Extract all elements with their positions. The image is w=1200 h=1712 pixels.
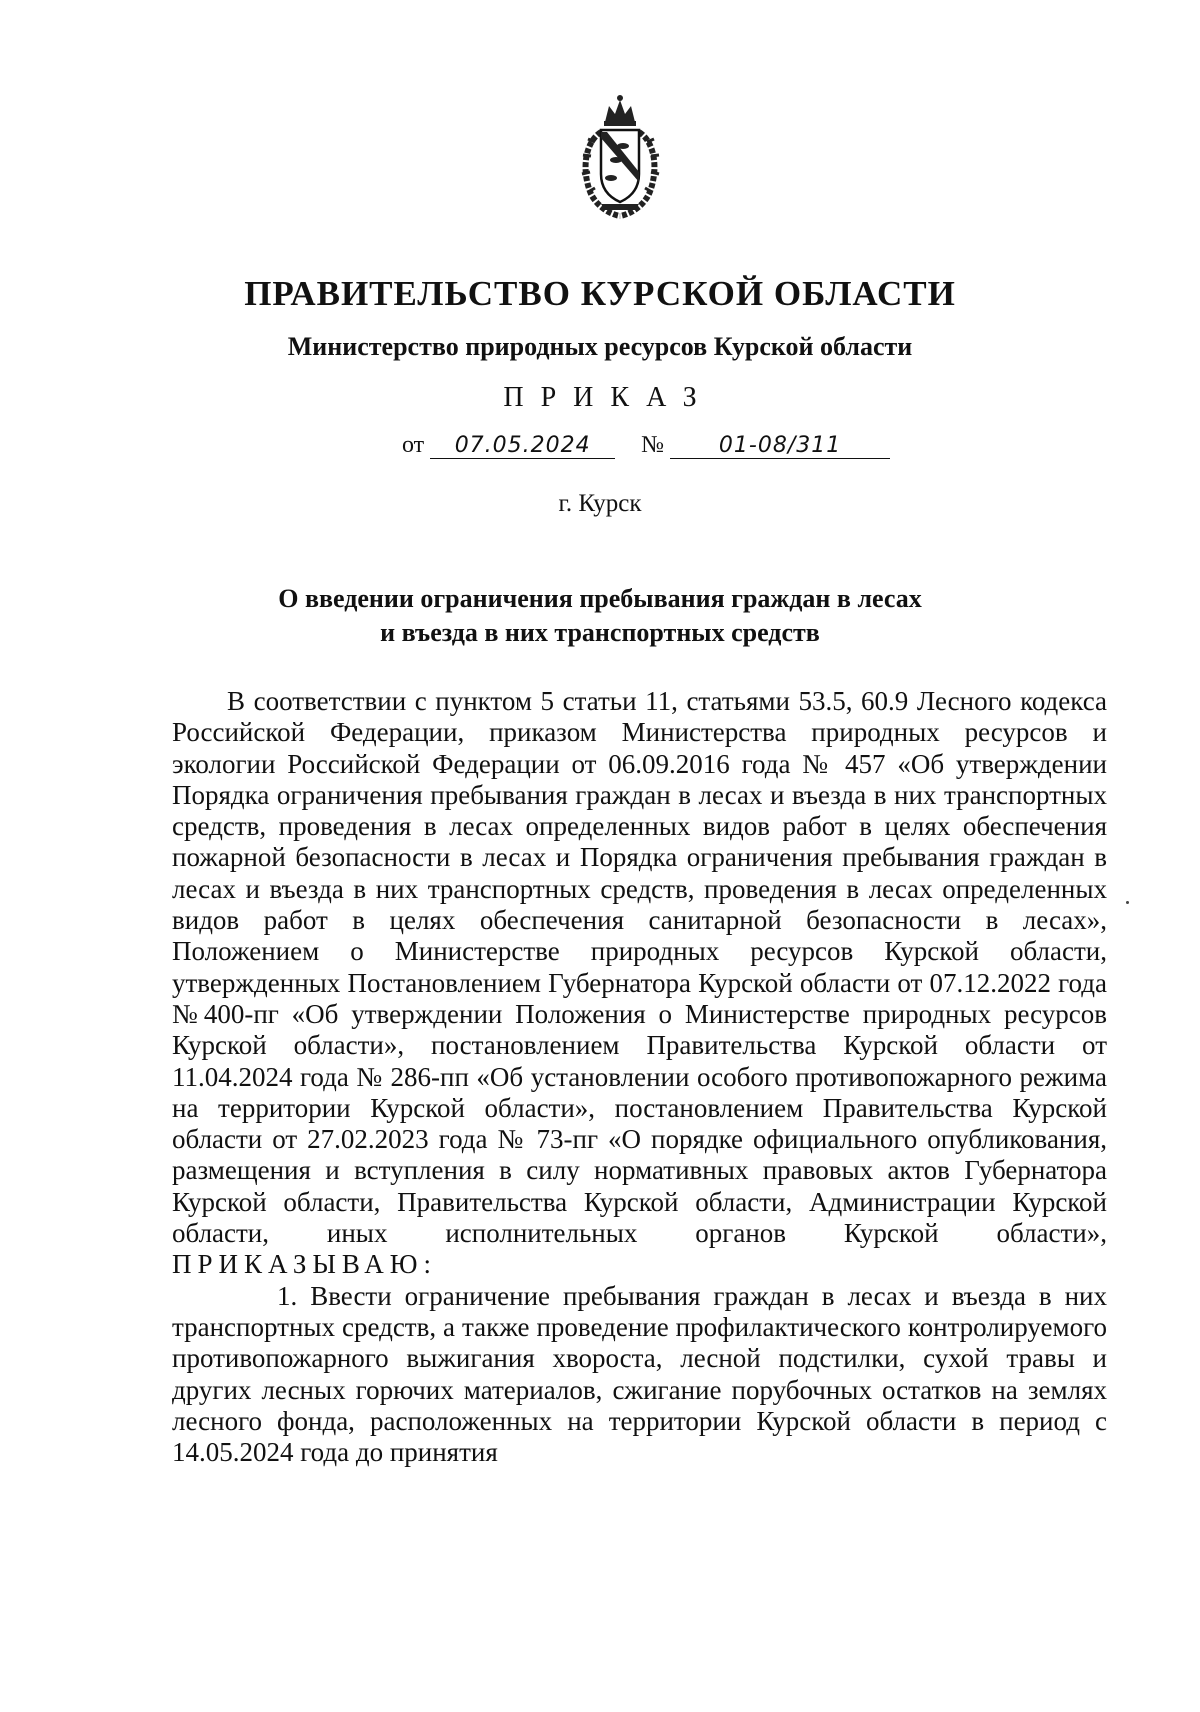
date-prefix: от <box>402 432 425 458</box>
preamble-paragraph <box>172 686 1107 1281</box>
government-title: ПРАВИТЕЛЬСТВО КУРСКОЙ ОБЛАСТИ <box>244 274 956 313</box>
ministry-name: Министерство природных ресурсов Курской области <box>287 332 913 361</box>
order-subject <box>0 582 1200 650</box>
decree-word: ПРИКАЗЫВАЮ: <box>172 1249 437 1280</box>
item-1-paragraph: 1. Ввести ограничение пребывания граждан в лесах и въезда в них транспортных средств, а также проведение профилактического контролируемого противопожарного выжигания хвороста, лесной подстилки, сухой травы и других лесных горючих материалов, сжигание порубочных остатков на землях лесного фонда, расположенных на территории Курской области в период с 14.05.2024 года до принятия <box>172 1280 1107 1468</box>
scan-speck <box>1126 901 1129 904</box>
order-date-number-line <box>402 432 890 459</box>
subject-line-2: и въезда в них транспортных средств <box>380 618 820 647</box>
preamble-text: В соответствии с пунктом 5 статьи 11, статьями 53.5, 60.9 Лесного кодекса Российской Федерации, приказом Министерства природных ресурсов и экологии Российской Федерации от 06.09.2016 года № 457 «Об утверждении Порядка ограничения пребывания граждан в лесах и въезда в них транспортных средств, проведения в лесах определенных видов работ в целях обеспечения пожарной безопасности в лесах и Порядка ограничения пребывания граждан в лесах и въезда в них транспортных средств, проведения в лесах определенных видов работ в целях обеспечения санитарной безопасности в лесах», Положением о Министерстве природных ресурсов Курской области, утвержденных Постановлением Губернатора Курской области от 07.12.2022 года №400-пг «Об утверждении Положения о Министерстве природных ресурсов Курской области», постановлением Правительства Курской области от 11.04.2024 года № 286-пп «Об установлении особого противопожарного режима на территории Курской области», постановлением Правительства Курской области от 27.02.2023 года № 73-пг «О порядке официального опубликования, размещения и вступления в силу нормативных правовых актов Губернатора Курской области, Правительства Курской области, Администрации Курской области, иных исполнительных органов Курской области», <box>172 686 1107 1249</box>
city-line: г. Курск <box>558 490 642 517</box>
order-date: 07.05.2024 <box>430 433 615 459</box>
number-prefix: № <box>641 432 665 458</box>
document-type: ПРИКАЗ <box>503 382 714 413</box>
kursk-oblast-coat-of-arms-icon <box>571 92 669 220</box>
order-number: 01-08/311 <box>670 433 890 459</box>
order-body <box>172 686 1107 1468</box>
subject-line-1: О введении ограничения пребывания граждан в лесах <box>278 584 922 613</box>
